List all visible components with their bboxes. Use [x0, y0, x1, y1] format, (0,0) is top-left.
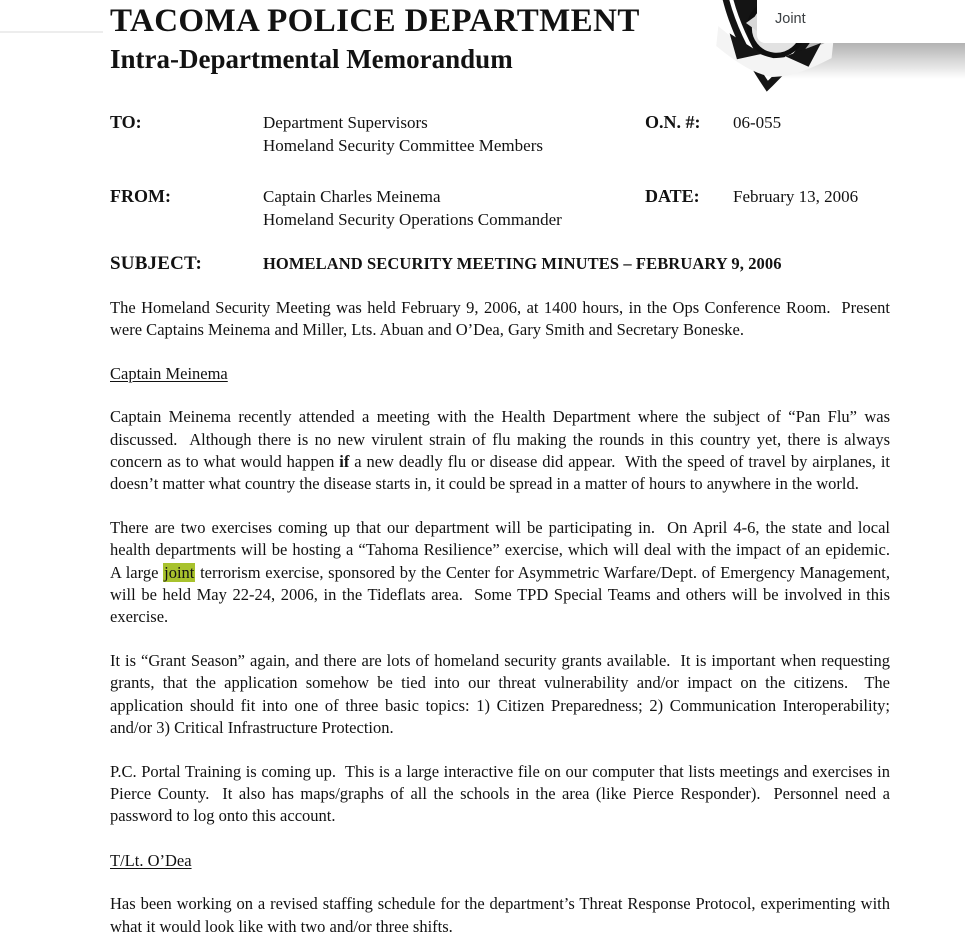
subject-value: HOMELAND SECURITY MEETING MINUTES – FEBRUARY 9, 2006	[263, 254, 782, 273]
find-query-text: Joint	[775, 11, 806, 27]
bold-emphasis-if: if	[339, 452, 350, 472]
to-values	[263, 111, 645, 157]
date-value: February 13, 2006	[733, 187, 859, 206]
portal-paragraph: P.C. Portal Training is coming up. This is a large interactive file on our computer that lists meetings and exercises in Pierce County. It also has maps/graphs of all the schools in the area (like Pierce Responder). Personnel need a password to log onto this account.	[110, 761, 895, 826]
subject-row	[110, 251, 890, 276]
find-tooltip[interactable]	[757, 0, 965, 43]
memo-subtitle: Intra-Departmental Memorandum	[110, 44, 513, 74]
from-line-1: Captain Charles Meinema	[263, 187, 441, 206]
to-line-1: Department Supervisors	[263, 113, 428, 132]
from-row	[110, 185, 890, 231]
find-match-highlight: joint	[164, 562, 195, 582]
date-pair	[645, 185, 890, 208]
order-number-value: 06-055	[733, 113, 782, 132]
from-values	[263, 185, 645, 231]
meinema-text-before: Captain Meinema recently attended a meeting with the Health Department where the subject of “Pan Flu” was discussed. Although there is no new virulent strain of flu making the rounds in this country yet, there is always concern as to what would happen	[110, 407, 895, 472]
order-number-label: O.N. #:	[645, 112, 701, 132]
exercises-text-before: There are two exercises coming up that our department will be participating in. On April 4-6, the state and local health departments will be hosting a “Tahoma Resilience” exercise, which will deal with the impact of an epidemic. A large	[110, 517, 899, 582]
section-heading-meinema: Captain Meinema	[110, 363, 228, 383]
to-label: TO:	[110, 112, 142, 132]
subject-label: SUBJECT:	[110, 253, 203, 274]
exercises-paragraph	[110, 517, 899, 629]
meinema-text-after: a new deadly flu or disease did appear. With the speed of travel by airplanes, it doesn’t matter what country the disease starts in, it could be spread in a matter of hours to anywhere in the world.	[110, 452, 895, 494]
order-number-pair	[645, 111, 890, 134]
from-label: FROM:	[110, 186, 171, 206]
to-row	[110, 111, 890, 157]
intro-paragraph: The Homeland Security Meeting was held February 9, 2006, at 1400 hours, in the Ops Conference Room. Present were Captains Meinema and Miller, Lts. Abuan and O’Dea, Gary Smith and Secretary Boneske.	[110, 298, 895, 340]
meinema-paragraph	[110, 406, 895, 496]
grants-paragraph: It is “Grant Season” again, and there are lots of homeland security grants available. It is important when requesting grants, that the application somehow be tied into our threat vulnerability and/or impact on the citizens. The application should fit into one of three basic topics: 1) Citizen Preparedness; 2) Communication Interoperability; and/or 3) Critical Infrastructure Protection.	[110, 650, 895, 738]
tooltip-arrow-icon	[746, 15, 757, 31]
to-line-2: Homeland Security Committee Members	[263, 136, 543, 155]
date-label: DATE:	[645, 186, 700, 206]
from-line-2: Homeland Security Operations Commander	[263, 210, 562, 229]
department-title: TACOMA POLICE DEPARTMENT	[110, 3, 640, 39]
exercises-text-after: terrorism exercise, sponsored by the Center for Asymmetric Warfare/Dept. of Emergency Management, will be held May 22-24, 2006, in the Tideflats area. Some TPD Special Teams and others will be involved in this exercise.	[110, 562, 895, 627]
odea-paragraph: Has been working on a revised staffing schedule for the department’s Threat Response Protocol, experimenting with what it would look like with two and/or three shifts.	[110, 894, 895, 935]
section-heading-odea: T/Lt. O’Dea	[110, 850, 192, 870]
